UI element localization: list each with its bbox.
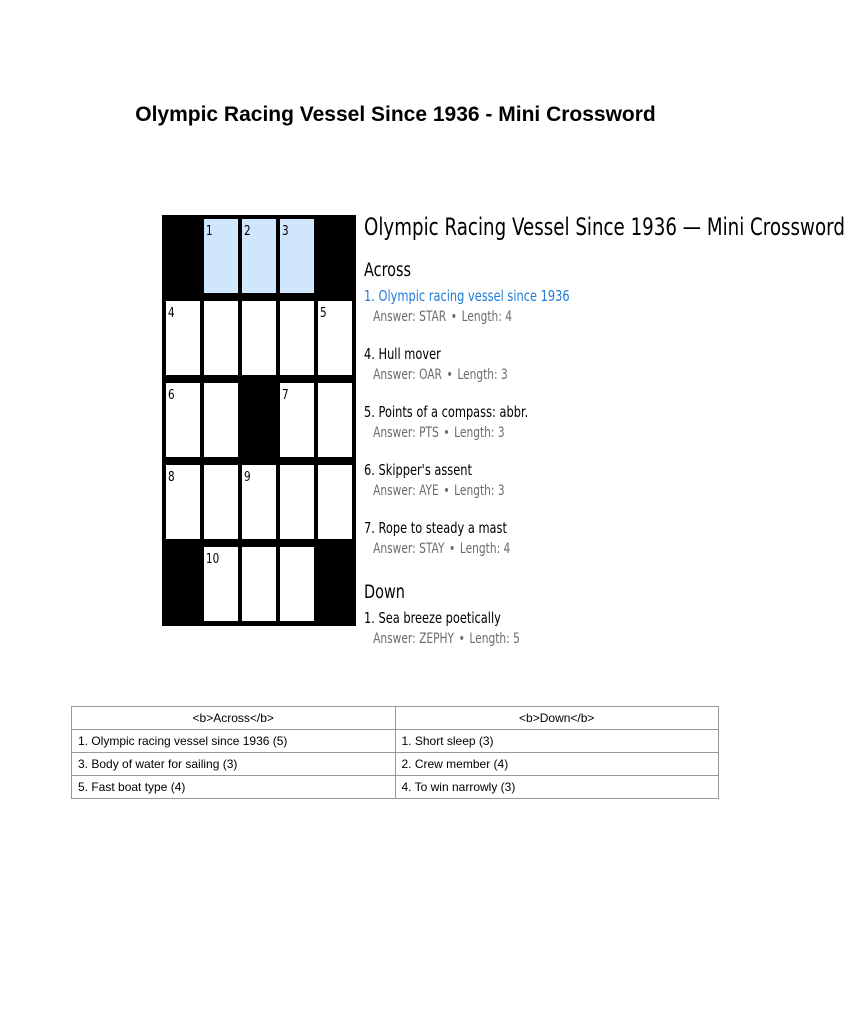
cell-number: 7 [282,388,289,403]
down-heading: Down [364,581,405,603]
grid-cell[interactable] [242,219,276,293]
clue-table [71,706,719,799]
cell-number: 5 [320,306,327,321]
table-cell: 1. Short sleep (3) [395,730,719,753]
down-clue[interactable]: 1. Sea breeze poetically [364,609,501,627]
cell-number: 8 [168,470,175,485]
clue-answer-line: Answer: STAY • Length: 4 [373,541,511,557]
cell-number: 6 [168,388,175,403]
grid-cell[interactable] [280,465,314,539]
grid-cell[interactable] [280,383,314,457]
grid-cell[interactable] [204,219,238,293]
separator-dot: • [450,309,458,325]
across-clue[interactable]: 4. Hull mover [364,345,441,363]
separator-dot: • [443,425,450,441]
grid-cell[interactable] [166,301,200,375]
grid-cell[interactable] [318,465,352,539]
grid-cell[interactable] [166,465,200,539]
grid-cell[interactable] [242,547,276,621]
grid-block-cell [318,219,352,293]
grid-cell[interactable] [242,465,276,539]
across-clue[interactable]: 6. Skipper's assent [364,461,472,479]
table-header-across: <b>Across</b> [72,707,396,730]
crossword-grid [162,215,356,626]
down-clue-list [364,609,668,667]
across-clue[interactable]: 5. Points of a compass: abbr. [364,403,529,421]
clue-answer-line: Answer: ZEPHY • Length: 5 [373,631,520,647]
cell-number: 10 [206,552,220,567]
separator-dot: • [458,631,465,647]
grid-cell[interactable] [318,301,352,375]
cell-number: 1 [206,224,213,239]
grid-block-cell [166,219,200,293]
table-row [72,753,719,776]
table-cell: 3. Body of water for sailing (3) [72,753,396,776]
table-cell: 5. Fast boat type (4) [72,776,396,799]
grid-block-cell [318,547,352,621]
clue-answer-line: Answer: AYE • Length: 3 [373,483,505,499]
table-row [72,730,719,753]
table-cell: 2. Crew member (4) [395,753,719,776]
grid-cell[interactable] [280,547,314,621]
grid-cell[interactable] [166,383,200,457]
clue-answer-line: Answer: STAR • Length: 4 [373,309,513,325]
grid-cell[interactable] [280,219,314,293]
across-clue[interactable]: 1. Olympic racing vessel since 1936 [364,287,570,305]
grid-block-cell [242,383,276,457]
across-clue-list [364,287,668,577]
grid-cell[interactable] [318,383,352,457]
separator-dot: • [443,483,450,499]
clue-answer-line: Answer: PTS • Length: 3 [373,425,505,441]
clue-panel-title: Olympic Racing Vessel Since 1936 — Mini Crossword [364,213,845,241]
grid-cell[interactable] [242,301,276,375]
clue-answer-line: Answer: OAR • Length: 3 [373,367,508,383]
across-clue[interactable]: 7. Rope to steady a mast [364,519,507,537]
grid-block-cell [166,547,200,621]
table-cell: 1. Olympic racing vessel since 1936 (5) [72,730,396,753]
table-header-down: <b>Down</b> [395,707,719,730]
grid-cell[interactable] [204,383,238,457]
cell-number: 9 [244,470,251,485]
across-heading: Across [364,259,412,281]
table-header-row [72,707,719,730]
separator-dot: • [446,367,453,383]
cell-number: 3 [282,224,289,239]
grid-cell[interactable] [204,301,238,375]
clue-panel [364,213,845,673]
table-cell: 4. To win narrowly (3) [395,776,719,799]
cell-number: 2 [244,224,251,239]
table-row [72,776,719,799]
page-title: Olympic Racing Vessel Since 1936 - Mini Crossword [135,103,656,126]
separator-dot: • [449,541,456,557]
grid-cell[interactable] [204,465,238,539]
cell-number: 4 [168,306,175,321]
grid-cell[interactable] [204,547,238,621]
grid-cell[interactable] [280,301,314,375]
